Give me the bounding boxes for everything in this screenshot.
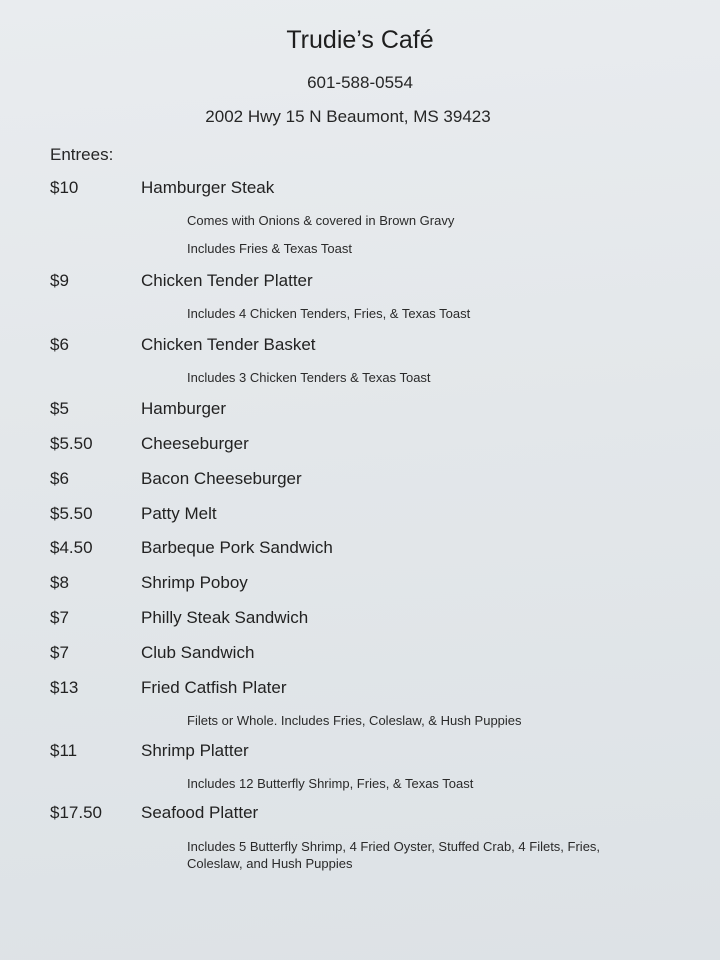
item-price: $8	[50, 573, 69, 592]
item-note: Includes 12 Butterfly Shrimp, Fries, & Texas Toast	[187, 776, 474, 791]
section-label-entrees: Entrees:	[50, 145, 114, 164]
phone-number: 601-588-0554	[307, 73, 413, 92]
item-note: Comes with Onions & covered in Brown Gravy	[187, 213, 455, 228]
item-price: $13	[50, 678, 79, 697]
item-note: Includes 5 Butterfly Shrimp, 4 Fried Oyster, Stuffed Crab, 4 Filets, Fries, Coleslaw, and Hush Puppies	[187, 839, 601, 871]
item-name: Hamburger Steak	[141, 178, 275, 197]
item-name: Shrimp Poboy	[141, 573, 248, 592]
item-name: Chicken Tender Platter	[141, 271, 313, 290]
item-note: Includes 3 Chicken Tenders & Texas Toast	[187, 370, 431, 385]
item-price: $9	[50, 271, 69, 290]
item-name: Cheeseburger	[141, 434, 249, 453]
item-name: Fried Catfish Plater	[141, 678, 287, 697]
item-name: Shrimp Platter	[141, 741, 249, 760]
item-price: $6	[50, 335, 69, 354]
item-price: $6	[50, 469, 69, 488]
item-price: $7	[50, 643, 69, 662]
item-note: Includes Fries & Texas Toast	[187, 241, 352, 256]
item-price: $7	[50, 608, 69, 627]
item-price: $4.50	[50, 538, 93, 557]
item-name: Bacon Cheeseburger	[141, 469, 302, 488]
item-price: $5.50	[50, 434, 93, 453]
item-price: $5.50	[50, 504, 93, 523]
item-name: Club Sandwich	[141, 643, 255, 662]
item-name: Seafood Platter	[141, 803, 259, 822]
cafe-title: Trudie’s Café	[286, 26, 434, 54]
item-price: $11	[50, 741, 78, 760]
item-note: Includes 4 Chicken Tenders, Fries, & Texas Toast	[187, 306, 471, 321]
item-name: Patty Melt	[141, 504, 217, 523]
item-name: Hamburger	[141, 399, 227, 418]
item-price: $5	[50, 399, 69, 418]
item-name: Chicken Tender Basket	[141, 335, 316, 354]
item-price: $17.50	[50, 803, 102, 822]
item-note: Filets or Whole. Includes Fries, Coleslaw, & Hush Puppies	[187, 713, 522, 728]
item-price: $10	[50, 178, 79, 197]
address: 2002 Hwy 15 N Beaumont, MS 39423	[205, 107, 491, 126]
item-name: Barbeque Pork Sandwich	[141, 538, 333, 557]
item-name: Philly Steak Sandwich	[141, 608, 309, 627]
